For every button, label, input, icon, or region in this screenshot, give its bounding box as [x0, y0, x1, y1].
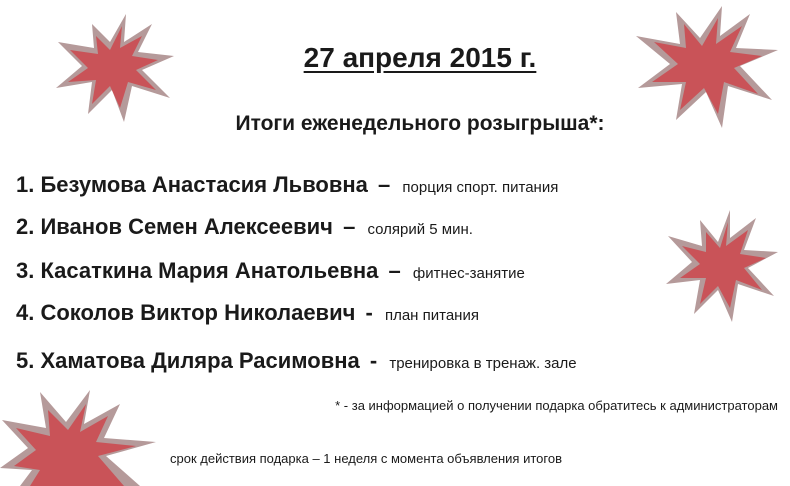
- winner-name: Соколов Виктор Николаевич: [40, 300, 356, 325]
- winner-row-5: [16, 348, 577, 374]
- winner-row-2: [16, 214, 473, 240]
- winner-prize: фитнес-занятие: [412, 265, 525, 282]
- winner-name: Иванов Семен Алексеевич: [40, 214, 333, 239]
- winner-number: 4.: [16, 300, 35, 325]
- winner-row-3: [16, 258, 525, 284]
- winner-number: 1.: [16, 172, 35, 197]
- winner-name: Безумова Анастасия Львовна: [40, 172, 368, 197]
- validity-note: срок действия подарка – 1 неделя с момента объявления итогов: [170, 451, 562, 466]
- separator-dash: –: [388, 258, 401, 283]
- starburst-decoration-bottom-left: [0, 384, 160, 486]
- winner-row-4: [16, 300, 479, 326]
- separator-dash: –: [378, 172, 391, 197]
- starburst-decoration-right: [660, 206, 780, 326]
- winner-prize: порция спорт. питания: [402, 179, 559, 196]
- winner-row-1: [16, 172, 558, 198]
- winner-name: Касаткина Мария Анатольевна: [40, 258, 379, 283]
- winner-number: 2.: [16, 214, 35, 239]
- separator-dash: -: [365, 300, 373, 325]
- separator-dash: –: [343, 214, 356, 239]
- winner-prize: солярий 5 мин.: [367, 221, 473, 238]
- separator-dash: -: [369, 348, 378, 373]
- winner-prize: план питания: [384, 307, 479, 324]
- results-heading: Итоги еженедельного розыгрыша*:: [235, 112, 605, 135]
- announcement-date: 27 апреля 2015 г.: [303, 42, 537, 73]
- winner-number: 3.: [16, 258, 35, 283]
- winner-number: 5.: [16, 348, 35, 373]
- winner-name: Хаматова Диляра Расимовна: [40, 348, 360, 373]
- winner-prize: тренировка в тренаж. зале: [389, 355, 577, 372]
- footnote: * - за информацией о получении подарка обратитесь к администраторам: [335, 398, 778, 413]
